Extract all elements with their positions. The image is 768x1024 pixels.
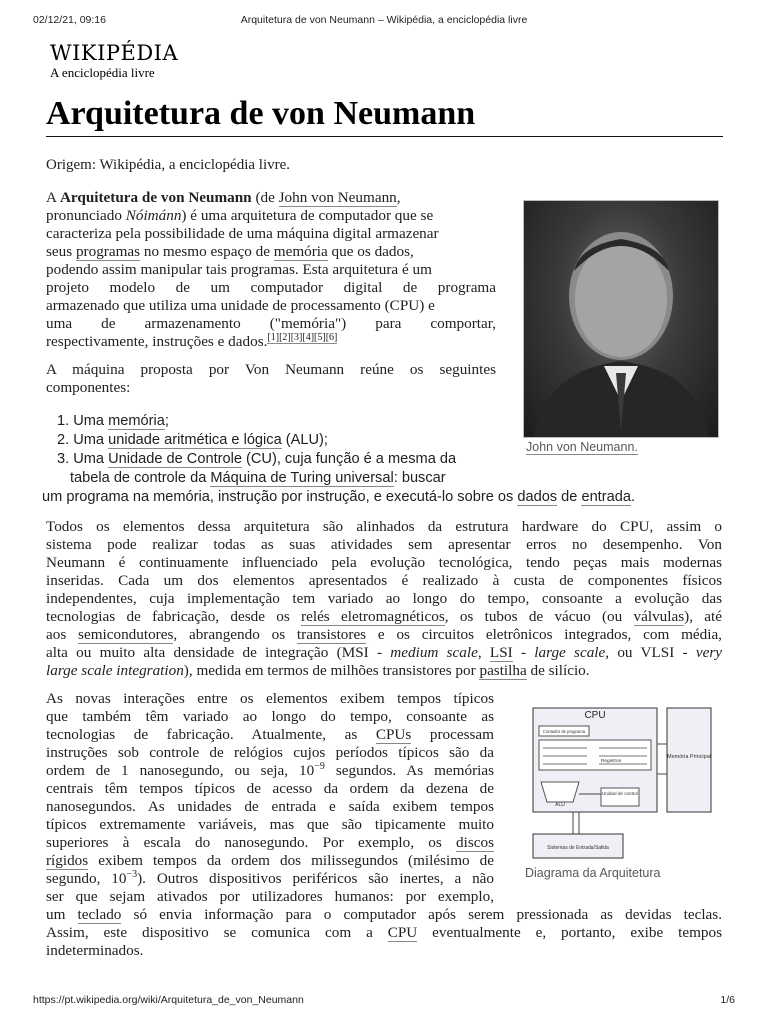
svg-text:Unidad de control: Unidad de control bbox=[601, 791, 639, 796]
hardware-paragraph: Todos os elementos dessa arquitetura são alinhados da estrutura hardware do CPU, assim o sistema pode realizar todas as suas atividades sem apresentar erros no desempenho. Von Neumann é continuamente influenciado pela evolução tecnológica, tendo peças mais modernas inseridas. Cada um dos elementos apresentados é realizado à custa de componentes físicos independentes, cuja implementação tem variado ao longo do tempo, consoante a evolução das tecnologias de fabricação, desde os relés eletromagnéticos, os tubos de vácuo (ou válvulas), até aos semicondutores, abrangendo os transistores e os circuitos eletrônicos integrados, com média, alta ou muito alta densidade de integração (MSI - medium scale, LSI - large scale, ou VLSI - very large scale integration), medida em termos de milhões transistores por pastilha de silício. bbox=[46, 518, 722, 679]
link-list-memoria[interactable]: memória bbox=[108, 413, 165, 429]
link-maquina-de-turing[interactable]: Máquina de Turing universal bbox=[210, 470, 394, 486]
link-entrada[interactable]: entrada bbox=[581, 489, 631, 505]
link-unidade-de-controle[interactable]: Unidade de Controle bbox=[108, 451, 242, 467]
exponent-milli: $10^{-3}$ bbox=[111, 868, 138, 887]
svg-text:Sistemas de Entrada/Salida: Sistemas de Entrada/Salida bbox=[547, 845, 609, 851]
link-alu[interactable]: unidade aritmética e lógica bbox=[108, 432, 282, 448]
wikipedia-logo[interactable] bbox=[50, 42, 178, 81]
print-header bbox=[33, 14, 735, 26]
link-john-von-neumann[interactable]: John von Neumann bbox=[278, 189, 397, 206]
link-teclado[interactable]: teclado bbox=[77, 906, 122, 923]
link-pastilha[interactable]: pastilha bbox=[479, 662, 527, 679]
john-von-neumann-photo[interactable] bbox=[523, 200, 719, 438]
link-reles[interactable]: relés eletromagnéticos bbox=[301, 608, 445, 625]
link-lsi[interactable]: LSI bbox=[489, 644, 513, 661]
origin-note: Origem: Wikipédia, a enciclopédia livre. bbox=[46, 157, 291, 173]
timing-paragraph: As novas interações entre os elementos exibem tempos típicos que também têm variado ao longo do tempo, consoante as tecnologias de fabricação. Atualmente, as CPUs processam instruções sob controle de relógios cujos períodos típicos são da ordem de 1 nanosegundo, ou seja, $10^{-9}$ segundos. As memórias centrais têm tempos típicos de acesso da ordem da dezena de nanosegundos. As unidades de entrada e saída exibem tempos típicos extremamente variáveis, mas que são tipicamente muito superiores à escala do nanosegundo. Por exemplo, os discos rígidos exibem tempos da ordem dos milissegundos (milésimo de segundo, $10^{-3}$). Outros dispositivos periféricos são inertes, a não ser que sejam ativados por utilizadores humanos: por exemplo, um teclado só envia informação para o computador após serem pressionada as devidas teclas. Assim, este dispositivo se comunica com a CPU eventualmente e, portanto, exibe tempos indeterminados. bbox=[46, 690, 722, 959]
page-number: 1/6 bbox=[720, 994, 735, 1006]
link-caption-von-neumann[interactable]: John von Neumann. bbox=[526, 440, 638, 454]
link-dados[interactable]: dados bbox=[517, 489, 558, 505]
diagram-caption: Diagrama da Arquitetura bbox=[525, 866, 661, 880]
architecture-diagram[interactable] bbox=[523, 694, 719, 862]
link-valvulas[interactable]: válvulas bbox=[633, 608, 685, 625]
svg-text:Registros: Registros bbox=[600, 759, 622, 764]
diagram-cpu-label: CPU bbox=[584, 710, 606, 721]
link-memoria[interactable]: memória bbox=[273, 243, 328, 260]
print-title: Arquitetura de von Neumann – Wikipédia, a enciclopédia livre bbox=[240, 14, 528, 26]
page-title: Arquitetura de von Neumann bbox=[46, 95, 476, 132]
link-discos[interactable]: discos bbox=[456, 834, 494, 851]
list-item: 2. Uma unidade aritmética e lógica (ALU); bbox=[57, 432, 328, 448]
link-cpus[interactable]: CPUs bbox=[375, 726, 412, 743]
components-intro: A máquina proposta por Von Neumann reúne os seguintes componentes: bbox=[46, 361, 496, 396]
link-rigidos[interactable]: rígidos bbox=[46, 852, 89, 869]
link-cpu[interactable]: CPU bbox=[387, 924, 418, 941]
list-item: 1. Uma memória; bbox=[57, 413, 169, 429]
svg-text:Memória Principal: Memória Principal bbox=[666, 754, 712, 760]
diagram-icon bbox=[523, 694, 719, 862]
print-datetime: 02/12/21, 09:16 bbox=[33, 14, 106, 26]
link-semicondutores[interactable]: semicondutores bbox=[78, 626, 174, 643]
link-programas[interactable]: programas bbox=[75, 243, 141, 260]
svg-text:ALU: ALU bbox=[555, 802, 565, 808]
intro-paragraph: A Arquitetura de von Neumann (de John von Neumann, pronunciado Nóimánn) é uma arquitetura de computador que se caracteriza pela possibilidade de uma máquina digital armazenar seus programas no mesmo espaço de memória que os dados, podendo assim manipular tais programas. Esta arquitetura é um projeto modelo de um computador digital de programa armazenado que utiliza uma unidade de processamento (CPU) e uma de armazenamento ("memória") para comportar, respectivamente, instruções e dados.[1][2][3][4][5][6] bbox=[46, 189, 496, 350]
logo-wordmark: WIKIPÉDIA bbox=[50, 41, 179, 65]
portrait-icon bbox=[524, 201, 718, 437]
exponent-nano: $10^{-9}$ bbox=[299, 760, 325, 779]
components-list bbox=[42, 412, 636, 507]
print-url: https://pt.wikipedia.org/wiki/Arquitetura_de_von_Neumann bbox=[33, 994, 304, 1006]
svg-text:Contador de programa: Contador de programa bbox=[542, 729, 586, 734]
list-item: 3. Uma Unidade de Controle (CU), cuja função é a mesma da tabela de controle da Máquina de Turing universal: buscar um programa na memória, instrução por instrução, e executá-lo sobre os dados de entrada. bbox=[42, 451, 636, 505]
title-divider bbox=[46, 136, 723, 137]
logo-tagline: A enciclopédia livre bbox=[50, 65, 155, 80]
print-footer bbox=[33, 994, 735, 1006]
reference-links[interactable]: [1][2][3][4][5][6] bbox=[267, 331, 338, 343]
link-transistores[interactable]: transistores bbox=[296, 626, 367, 643]
